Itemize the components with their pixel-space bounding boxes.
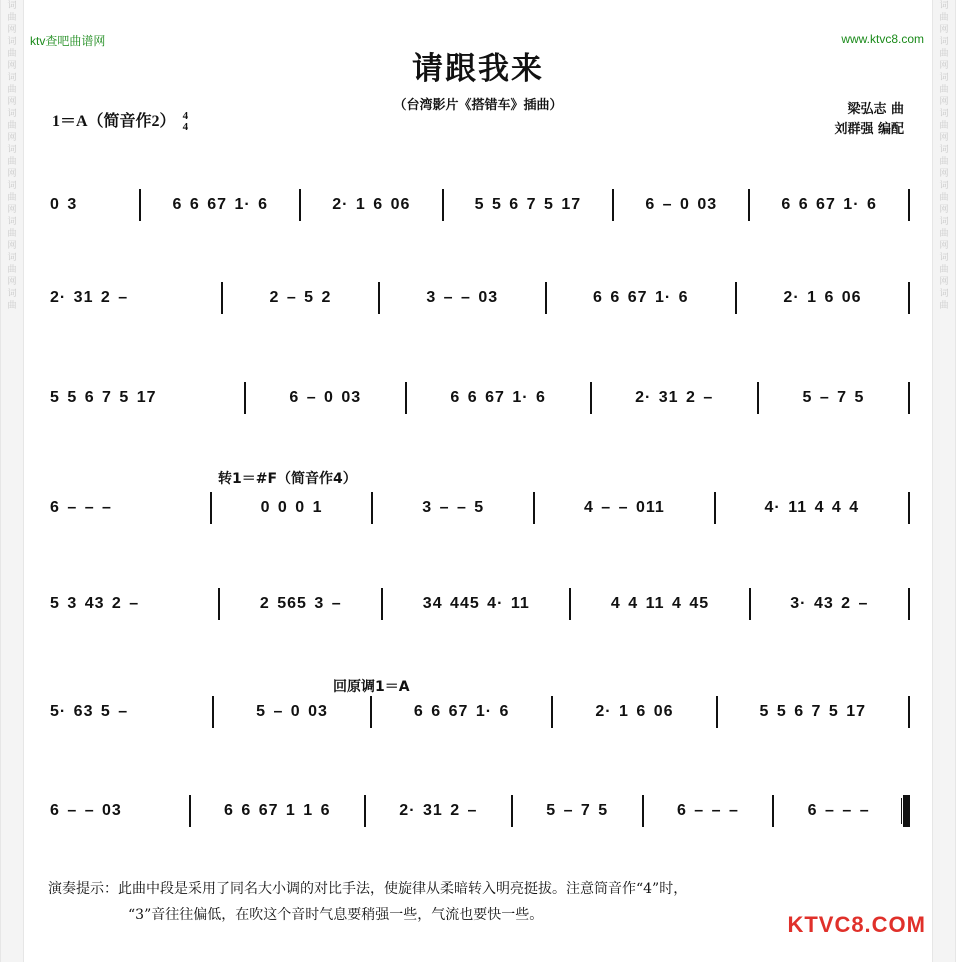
side-watermark-char: 曲: [939, 229, 949, 239]
measure: 4· 11 4 4 4: [764, 499, 860, 516]
side-watermark-char: 词: [7, 73, 17, 83]
side-watermark-char: 词: [7, 253, 17, 263]
measure: 2· 31 2 –: [399, 802, 478, 819]
measure: 3 – – 03: [426, 289, 499, 306]
song-subtitle: （台湾影片《搭错车》插曲）: [393, 98, 563, 113]
performance-tip: [48, 876, 908, 928]
key-signature: [52, 108, 188, 133]
score-row-2: [50, 280, 910, 316]
measure: 5 3 43 2 –: [50, 595, 140, 612]
tip-line-1: 演奏提示：此曲中段是采用了同名大小调的对比手法，使旋律从柔暗转入明亮挺拔。注意筒音作“4”时，: [48, 881, 688, 897]
side-watermark-char: 网: [7, 205, 17, 215]
song-title: 请跟我来: [412, 51, 544, 87]
measure: 5 – 7 5: [546, 802, 609, 819]
side-watermark-char: 词: [939, 181, 949, 191]
measure: 2 565 3 –: [259, 595, 342, 612]
barline: [908, 382, 910, 414]
tip-line-2: “3”音往往偏低，在吹这个音时气息要稍强一些，气流也要快一些。: [128, 907, 544, 923]
measure: 2· 1 6 06: [595, 703, 674, 720]
side-watermark-char: 词: [7, 217, 17, 227]
measure: 2· 31 2 –: [50, 289, 129, 306]
time-top: 4: [182, 110, 189, 123]
right-watermark-strip: [932, 0, 956, 962]
side-watermark-char: 曲: [939, 157, 949, 167]
score-row-1: [50, 187, 910, 223]
side-watermark-char: 网: [939, 205, 949, 215]
measure: 3· 43 2 –: [790, 595, 869, 612]
measure: 6 6 67 1· 6: [593, 289, 689, 306]
side-watermark-char: 词: [7, 109, 17, 119]
measure: 6 6 67 1· 6: [450, 389, 546, 406]
measure: 34 445 4· 11: [422, 595, 530, 612]
side-watermark-char: 曲: [7, 85, 17, 95]
side-watermark-char: 网: [7, 241, 17, 251]
side-watermark-char: 网: [939, 133, 949, 143]
composer-credit: 梁弘志 曲: [847, 102, 904, 117]
left-watermark-strip: [0, 0, 24, 962]
measure: 3 – – 5: [422, 499, 485, 516]
side-watermark-char: 词: [939, 145, 949, 155]
barline: [908, 696, 910, 728]
barline: [908, 189, 910, 221]
side-watermark-char: 词: [939, 37, 949, 47]
side-watermark-char: 网: [7, 25, 17, 35]
side-watermark-char: 曲: [7, 157, 17, 167]
side-watermark-char: 曲: [939, 121, 949, 131]
key-label: 1＝A（简音作2）: [52, 113, 176, 130]
barline: [908, 492, 910, 524]
side-watermark-char: 曲: [939, 301, 949, 311]
arranger-credit: 刘群强 编配: [834, 122, 904, 137]
measure: 5 5 6 7 5 17: [50, 389, 157, 406]
measure: 4 – – 011: [583, 499, 665, 516]
measure: 4 4 11 4 45: [610, 595, 710, 612]
score-row-5: [50, 586, 910, 622]
side-watermark-char: 网: [7, 277, 17, 287]
side-watermark-char: 网: [7, 61, 17, 71]
side-watermark-char: 曲: [7, 49, 17, 59]
measure: 6 – 0 03: [645, 196, 718, 213]
measure: 6 6 67 1· 6: [413, 703, 510, 720]
site-name-link[interactable]: ktv查吧曲谱网: [30, 34, 106, 48]
side-watermark-char: 曲: [7, 301, 17, 311]
side-watermark-char: 词: [939, 73, 949, 83]
measure: 2· 1 6 06: [783, 289, 862, 306]
score-row-6: [50, 694, 910, 730]
side-watermark-char: 网: [939, 97, 949, 107]
score-row-3: [50, 380, 910, 416]
measure: 6 6 67 1 1 6: [224, 802, 331, 819]
side-watermark-char: 曲: [7, 193, 17, 203]
side-watermark-char: 曲: [7, 121, 17, 131]
side-watermark-char: 词: [939, 217, 949, 227]
side-watermark-char: 网: [939, 61, 949, 71]
side-watermark-char: 曲: [939, 49, 949, 59]
modulation-marking: 回原调1＝A: [333, 679, 410, 695]
measure: 6 – 0 03: [289, 389, 362, 406]
measure: 5 5 6 7 5 17: [759, 703, 867, 720]
measure: 6 6 67 1· 6: [172, 196, 269, 213]
measure: 6 – – 03: [50, 802, 122, 819]
side-watermark-char: 网: [939, 169, 949, 179]
side-watermark-char: 网: [7, 97, 17, 107]
measure: 2· 1 6 06: [332, 196, 411, 213]
side-watermark-char: 曲: [939, 13, 949, 23]
side-watermark-char: 网: [7, 133, 17, 143]
measure: 0 0 0 1: [260, 499, 323, 516]
side-watermark-char: 词: [7, 181, 17, 191]
measure: 5 5 6 7 5 17: [474, 196, 582, 213]
side-watermark-char: 曲: [939, 265, 949, 275]
measure: 6 – – –: [50, 499, 112, 516]
side-watermark-char: 词: [939, 289, 949, 299]
side-watermark-char: 词: [7, 145, 17, 155]
barline: [908, 588, 910, 620]
side-watermark-char: 词: [7, 37, 17, 47]
measure: 2· 31 2 –: [635, 389, 714, 406]
side-watermark-char: 曲: [7, 13, 17, 23]
side-watermark-char: 词: [939, 109, 949, 119]
side-watermark-char: 词: [939, 1, 949, 11]
side-watermark-char: 词: [939, 253, 949, 263]
site-logo: KTVC8.COM: [787, 912, 926, 937]
time-bottom: 4: [182, 121, 189, 134]
measure: 6 6 67 1· 6: [781, 196, 877, 213]
score-row-7: [50, 793, 910, 829]
side-watermark-char: 网: [939, 277, 949, 287]
modulation-marking: 转1＝#F（简音作4）: [218, 471, 357, 487]
measure: 6 – – –: [807, 802, 870, 819]
barline: [908, 282, 910, 314]
side-watermark-char: 曲: [939, 85, 949, 95]
site-url-link[interactable]: www.ktvc8.com: [841, 32, 924, 46]
measure: 6 – – –: [676, 802, 739, 819]
score-row-4: [50, 490, 910, 526]
measure: 5 – 0 03: [256, 703, 328, 720]
side-watermark-char: 曲: [7, 229, 17, 239]
side-watermark-char: 曲: [7, 265, 17, 275]
side-watermark-char: 曲: [939, 193, 949, 203]
side-watermark-char: 网: [7, 169, 17, 179]
side-watermark-char: 网: [939, 25, 949, 35]
measure: 2 – 5 2: [269, 289, 332, 306]
side-watermark-char: 网: [939, 241, 949, 251]
measure: 5 – 7 5: [802, 389, 865, 406]
time-signature: [183, 111, 189, 133]
side-watermark-char: 词: [7, 1, 17, 11]
measure: 0 3: [50, 196, 78, 213]
final-barline: [903, 795, 910, 827]
measure: 5· 63 5 –: [50, 703, 129, 720]
side-watermark-char: 词: [7, 289, 17, 299]
